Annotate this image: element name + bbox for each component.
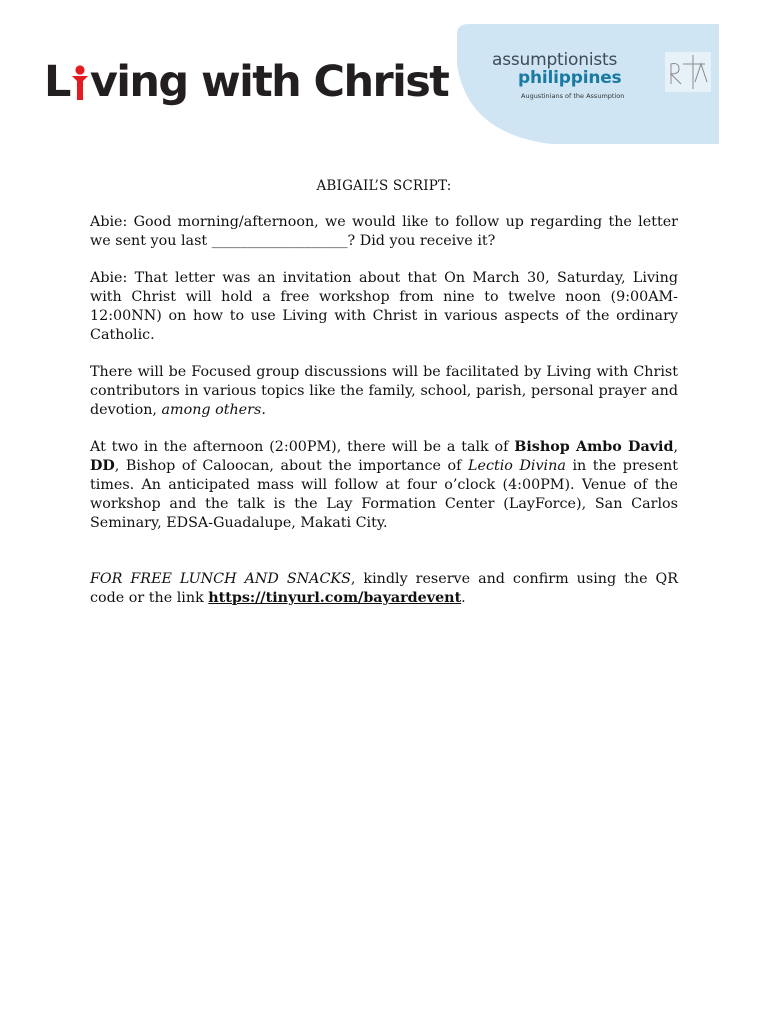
speaker-name: Bishop Ambo David (514, 439, 674, 455)
talk-text-4: in the present times. An anticipated mass will follow at four o’clock (4:00PM). Venue of the workshop and the talk is the Lay Formation Center (LayForce), San Carlos Seminary, EDSA-Guadalupe, Makati City. (90, 458, 678, 531)
reservation-italic: FOR FREE LUNCH AND SNACKS (90, 571, 351, 587)
discussions-text: There will be Focused group discussions will be facilitated by Living with Christ contributors in various topics like the family, school, parish, personal prayer and devotion, (90, 364, 678, 418)
logo-text-rest: ving with Christ (89, 57, 449, 107)
assumptionists-philippines-logo (457, 24, 719, 144)
talk-text-3: , Bishop of Caloocan, about the importance of (114, 458, 468, 474)
reservation-end: . (461, 590, 466, 606)
talk-text-1: At two in the afternoon (2:00PM), there will be a talk of (90, 439, 515, 455)
logo-tagline: Augustinians of the Assumption (521, 92, 625, 100)
paragraph-invitation: Abie: That letter was an invitation about that On March 30, Saturday, Living with Christ will hold a free workshop from nine to twelve noon (9:00AM-12:00NN) on how to use Living with Christ in various aspects of the ordinary Catholic. (90, 270, 678, 343)
paragraph-talk (90, 438, 678, 533)
cross-monogram-icon (665, 52, 711, 92)
living-with-christ-logo (44, 52, 448, 112)
person-icon (71, 57, 89, 103)
script-body (90, 213, 678, 626)
talk-text-2: , (673, 439, 678, 455)
discussions-italic: among others (161, 402, 262, 418)
logo-line-assumptionists: assumptionists (492, 50, 618, 70)
registration-link[interactable]: https://tinyurl.com/bayardevent (208, 590, 462, 606)
logo-letter-l: L (44, 57, 70, 107)
paragraph-discussions (90, 363, 678, 420)
discussions-end: . (261, 402, 266, 418)
talk-topic: Lectio Divina (467, 458, 566, 474)
paragraph-reservation (90, 570, 678, 608)
logo-line-philippines: philippines (518, 68, 622, 88)
reservation-text: , kindly reserve and confirm using the QR code or the link (90, 571, 678, 606)
paragraph-greeting: Abie: Good morning/afternoon, we would like to follow up regarding the letter we sent you last ___________________? Did you receive it? (90, 214, 678, 249)
speaker-title: DD (90, 458, 115, 474)
script-title: ABIGAIL’S SCRIPT: (316, 178, 452, 194)
